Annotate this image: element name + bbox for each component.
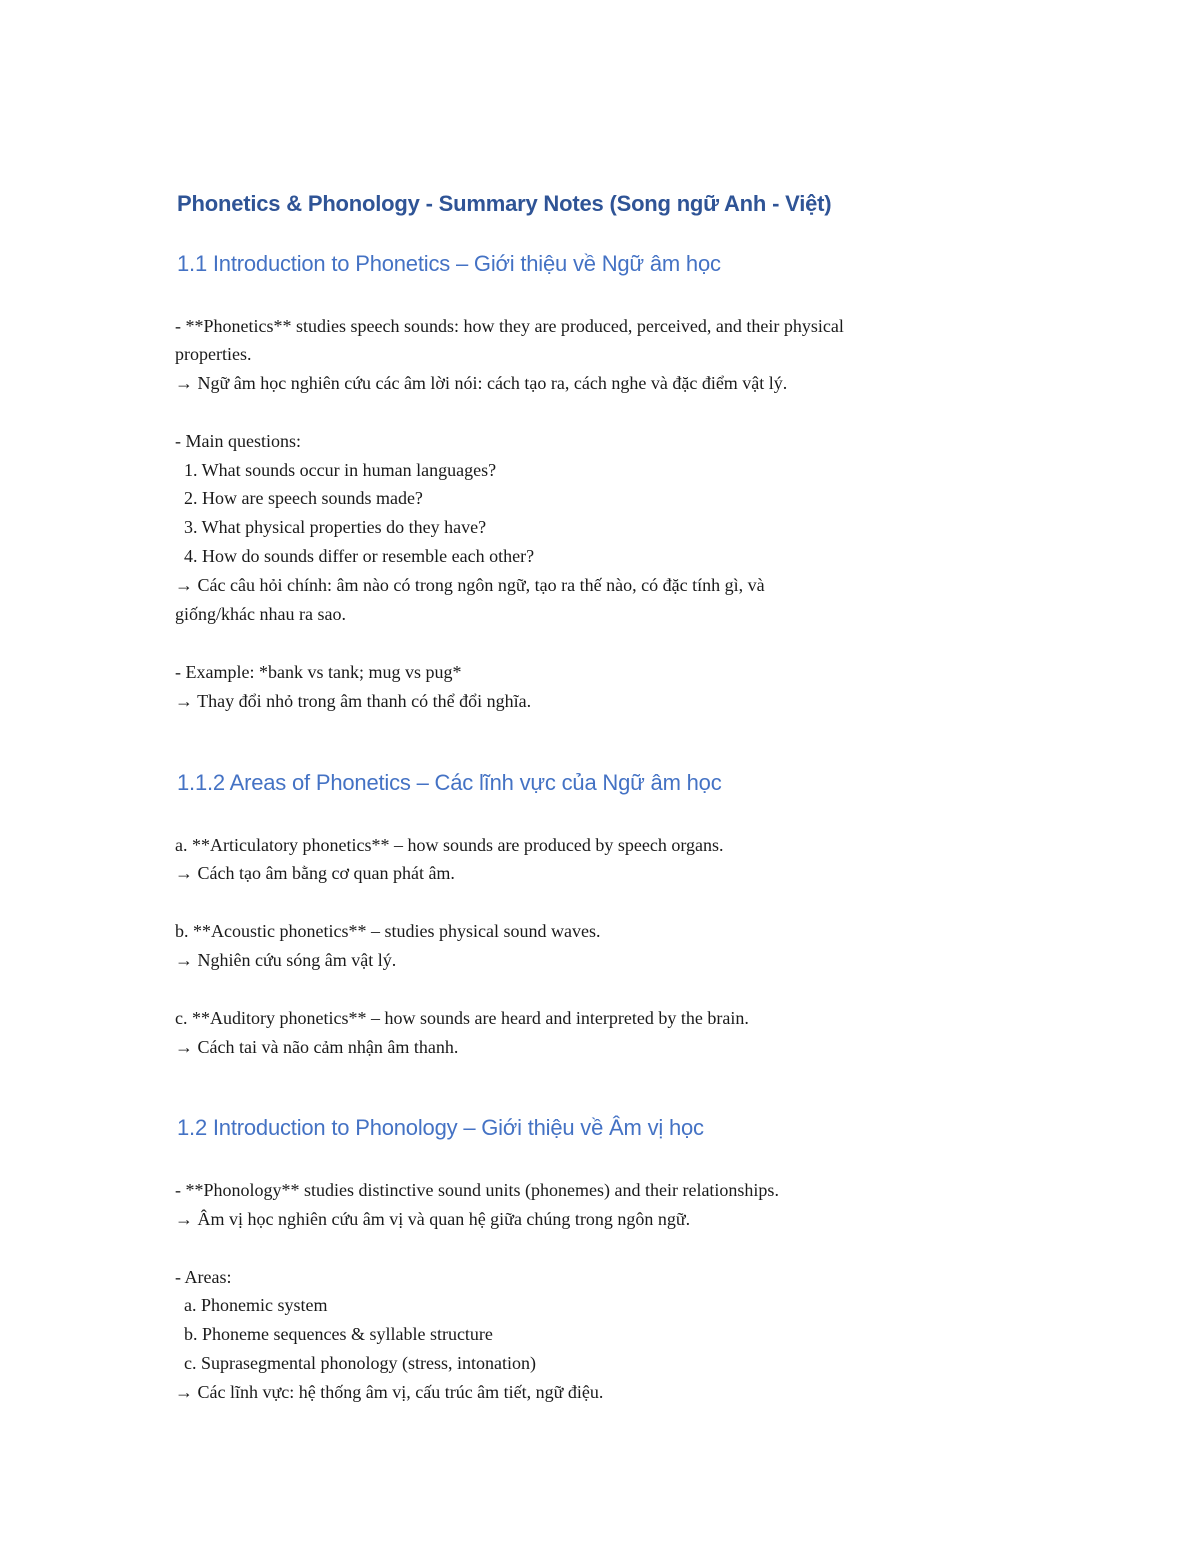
translation-line: → Các lĩnh vực: hệ thống âm vị, cấu trúc âm tiết, ngữ điệu. [175, 1382, 604, 1402]
list-item: 2. How are speech sounds made? [175, 488, 423, 508]
document-title: Phonetics & Phonology - Summary Notes (Song ngữ Anh - Việt) [177, 191, 832, 216]
list-item: b. Phoneme sequences & syllable structure [175, 1324, 493, 1344]
translation-line: → Các câu hỏi chính: âm nào có trong ngôn ngữ, tạo ra thế nào, có đặc tính gì, và [175, 575, 765, 595]
translation-line: → Nghiên cứu sóng âm vật lý. [175, 950, 397, 970]
list-item: b. **Acoustic phonetics** – studies physical sound waves. [175, 921, 601, 941]
section-heading-intro-phonology: 1.2 Introduction to Phonology – Giới thiệu về Âm vị học [177, 1115, 704, 1140]
translation-line: → Cách tạo âm bằng cơ quan phát âm. [175, 863, 455, 883]
paragraph-line: - **Phonetics** studies speech sounds: how they are produced, perceived, and their physical [175, 316, 844, 336]
translation-line: → Âm vị học nghiên cứu âm vị và quan hệ giữa chúng trong ngôn ngữ. [175, 1209, 691, 1229]
list-item: 3. What physical properties do they have? [175, 517, 487, 537]
paragraph-line: - Example: *bank vs tank; mug vs pug* [175, 662, 462, 682]
section-heading-areas-phonetics: 1.1.2 Areas of Phonetics – Các lĩnh vực của Ngữ âm học [177, 770, 722, 795]
list-item: c. Suprasegmental phonology (stress, intonation) [175, 1353, 536, 1373]
paragraph-line: - Areas: [175, 1267, 232, 1287]
translation-line: → Cách tai và não cảm nhận âm thanh. [175, 1037, 459, 1057]
paragraph-line: properties. [175, 344, 252, 364]
section-heading-intro-phonetics: 1.1 Introduction to Phonetics – Giới thiệu về Ngữ âm học [177, 251, 721, 276]
list-item: a. Phonemic system [175, 1295, 328, 1315]
paragraph-line: - **Phonology** studies distinctive sound units (phonemes) and their relationships. [175, 1180, 779, 1200]
list-item: c. **Auditory phonetics** – how sounds are heard and interpreted by the brain. [175, 1008, 749, 1028]
translation-line: → Thay đổi nhỏ trong âm thanh có thể đổi nghĩa. [175, 691, 532, 711]
translation-line: giống/khác nhau ra sao. [175, 604, 346, 624]
list-item: 4. How do sounds differ or resemble each other? [175, 546, 535, 566]
translation-line: → Ngữ âm học nghiên cứu các âm lời nói: cách tạo ra, cách nghe và đặc điểm vật lý. [175, 373, 788, 393]
list-item: a. **Articulatory phonetics** – how sounds are produced by speech organs. [175, 835, 724, 855]
list-item: 1. What sounds occur in human languages? [175, 460, 497, 480]
paragraph-line: - Main questions: [175, 431, 301, 451]
